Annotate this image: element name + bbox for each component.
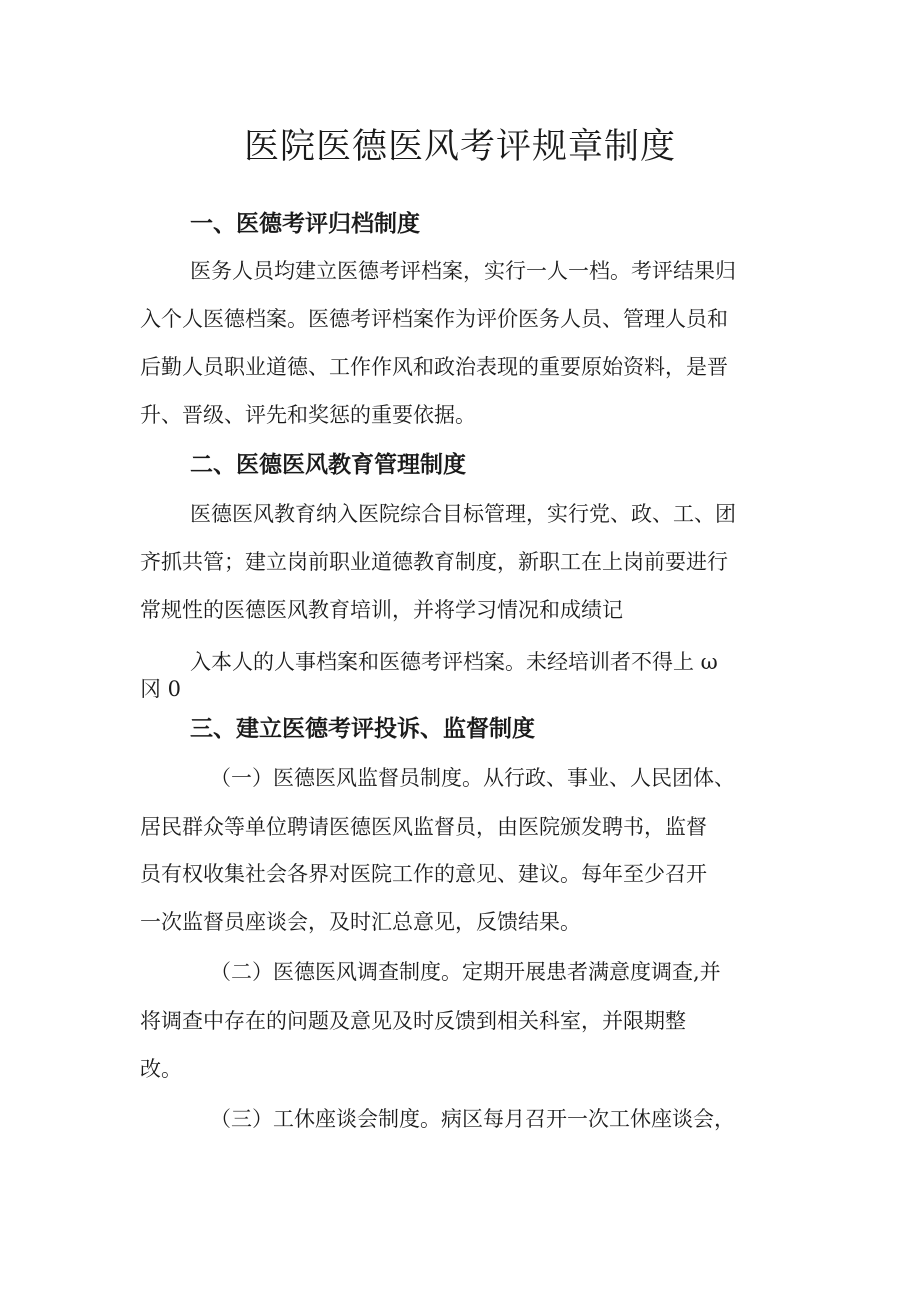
paragraph-line: 居民群众等单位聘请医德医风监督员，由医院颁发聘书，监督 xyxy=(140,815,707,839)
section-heading-3: 三、建立医德考评投诉、监督制度 xyxy=(190,716,535,742)
paragraph-line: 入个人医德档案。医德考评档案作为评价医务人员、管理人员和 xyxy=(140,307,728,331)
section-heading-2: 二、医德医风教育管理制度 xyxy=(190,452,466,478)
paragraph-line: 改。 xyxy=(140,1057,182,1081)
paragraph-line: （二）医德医风调查制度。定期开展患者满意度调查,并 xyxy=(210,960,721,984)
paragraph-line: （三）工休座谈会制度。病区每月召开一次工休座谈会， xyxy=(210,1107,735,1131)
paragraph-line: 冈 0 xyxy=(140,677,182,701)
paragraph-line: 一次监督员座谈会，及时汇总意见，反馈结果。 xyxy=(140,910,581,934)
paragraph-line: （一）医德医风监督员制度。从行政、事业、人民团体、 xyxy=(210,766,735,790)
section-heading-1: 一、医德考评归档制度 xyxy=(190,211,420,237)
paragraph-line: 将调查中存在的问题及意见及时反馈到相关科室，并限期整 xyxy=(140,1009,686,1033)
paragraph-line: 医务人员均建立医德考评档案，实行一人一档。考评结果归 xyxy=(190,259,736,283)
paragraph-line: 医德医风教育纳入医院综合目标管理，实行党、政、工、团 xyxy=(190,502,736,526)
document-title: 医院医德医风考评规章制度 xyxy=(243,127,676,167)
paragraph-line: 常规性的医德医风教育培训，并将学习情况和成绩记 xyxy=(140,598,623,622)
paragraph-line: 升、晋级、评先和奖惩的重要依据。 xyxy=(140,403,476,427)
paragraph-line: 齐抓共管；建立岗前职业道德教育制度，新职工在上岗前要进行 xyxy=(140,550,728,574)
paragraph-line: 员有权收集社会各界对医院工作的意见、建议。每年至少召开 xyxy=(140,862,707,886)
paragraph-line: 后勤人员职业道德、工作作风和政治表现的重要原始资料，是晋 xyxy=(140,355,728,379)
paragraph-line: 入本人的人事档案和医德考评档案。未经培训者不得上 ω xyxy=(190,650,718,674)
